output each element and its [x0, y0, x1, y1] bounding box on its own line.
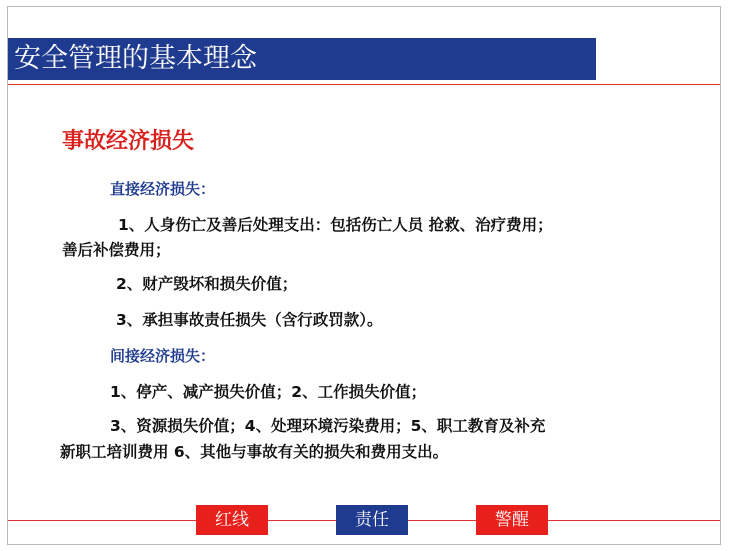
indirect-item-2-cont: 新职工培训费用 6、其他与事故有关的损失和费用支出。 [60, 443, 449, 461]
tag-red-line: 红线 [196, 505, 268, 535]
title-divider [8, 84, 720, 85]
tag-alert: 警醒 [476, 505, 548, 535]
tag-responsibility: 责任 [336, 505, 408, 535]
direct-item-1-cont: 善后补偿费用； [62, 241, 171, 259]
slide-frame [7, 6, 721, 545]
direct-item-1: 1、人身伤亡及善后处理支出：包括伤亡人员 抢救、治疗费用； [118, 216, 553, 234]
indirect-loss-label: 间接经济损失： [110, 347, 216, 365]
section-heading: 事故经济损失 [62, 129, 195, 154]
direct-item-3: 3、承担事故责任损失（含行政罚款）。 [116, 311, 383, 329]
direct-item-2: 2、财产毁坏和损失价值； [116, 275, 298, 293]
direct-loss-label: 直接经济损失： [110, 180, 216, 198]
indirect-item-1: 1、停产、减产损失价值；2、工作损失价值； [110, 383, 427, 401]
slide-title: 安全管理的基本理念 [8, 38, 596, 80]
indirect-item-2: 3、资源损失价值；4、处理环境污染费用；5、职工教育及补充 [110, 417, 546, 435]
